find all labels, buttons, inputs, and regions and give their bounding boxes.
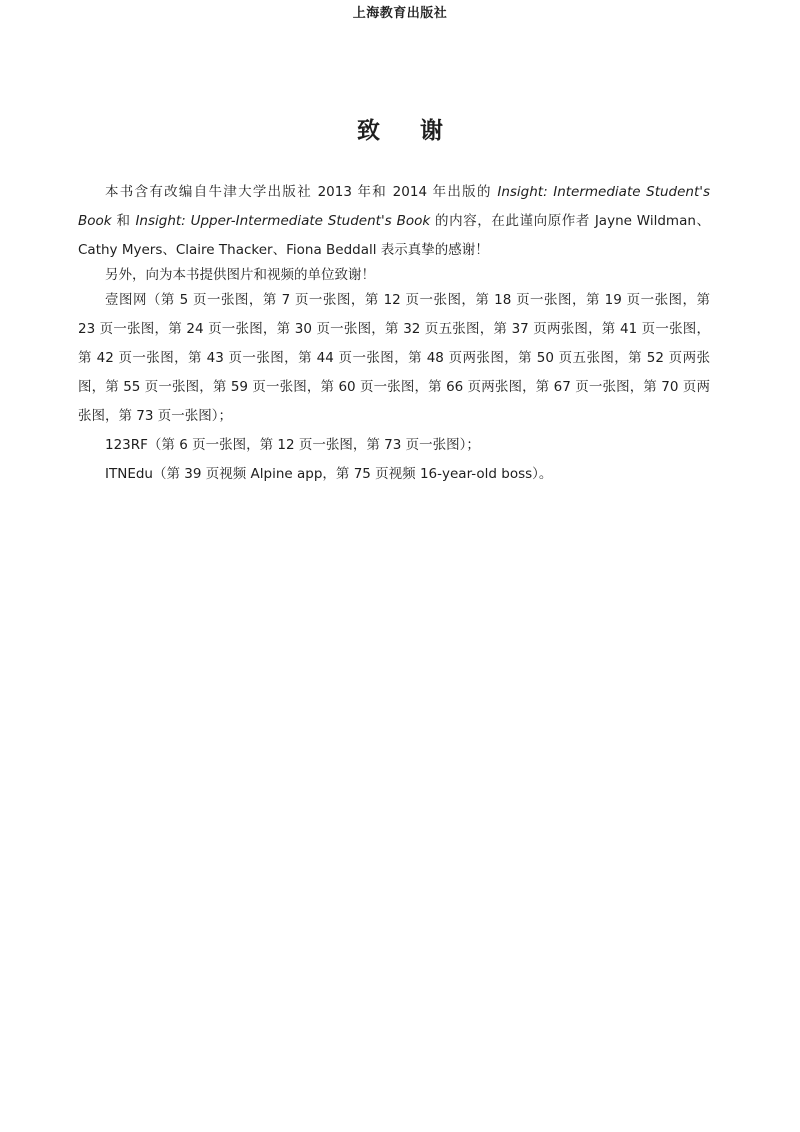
title-char-2: 谢 <box>420 118 443 144</box>
para1-text-1: 本书含有改编自牛津大学出版社 2013 年和 2014 年出版的 <box>105 184 498 200</box>
title-char-1: 致 <box>357 118 380 144</box>
acknowledgement-paragraph-1 <box>78 178 710 265</box>
page-title <box>0 112 800 145</box>
publisher-header: 上海教育出版社 <box>352 6 448 21</box>
para1-text-2: 和 <box>111 213 136 229</box>
acknowledgement-body <box>78 178 710 489</box>
acknowledgement-paragraph-2: 另外，向为本书提供图片和视频的单位致谢！ <box>105 267 375 283</box>
book-title-upper-intermediate: Insight: Upper-Intermediate Student's Book <box>135 213 431 229</box>
acknowledgement-paragraph-3: 壹图网（第 5 页一张图，第 7 页一张图，第 12 页一张图，第 18 页一张图，第 19 页一张图，第 23 页一张图，第 24 页一张图，第 30 页一张图，第 32 页五张图，第 37 页两张图，第 41 页一张图，第 42 页一张图，第 43 页一张图，第 44 页一张图，第 48 页两张图，第 50 页五张图，第 52 页两张图，第 55 页一张图，第 59 页一张图，第 60 页一张图，第 66 页两张图，第 67 页一张图，第 70 页两张图，第 73 页一张图）； <box>78 292 710 424</box>
acknowledgement-paragraph-4: 123RF（第 6 页一张图，第 12 页一张图，第 73 页一张图）； <box>105 437 480 453</box>
para1-text-3: 的内容，在此谨向原作者 Jayne Wildman、Cathy Myers、Claire Thacker、Fiona Beddall 表示真挚的感谢！ <box>78 213 710 258</box>
acknowledgement-paragraph-5: ITNEdu（第 39 页视频 Alpine app，第 75 页视频 16-year-old boss）。 <box>105 466 553 482</box>
book-title-intermediate: Insight: Intermediate Student's Book <box>78 184 711 229</box>
